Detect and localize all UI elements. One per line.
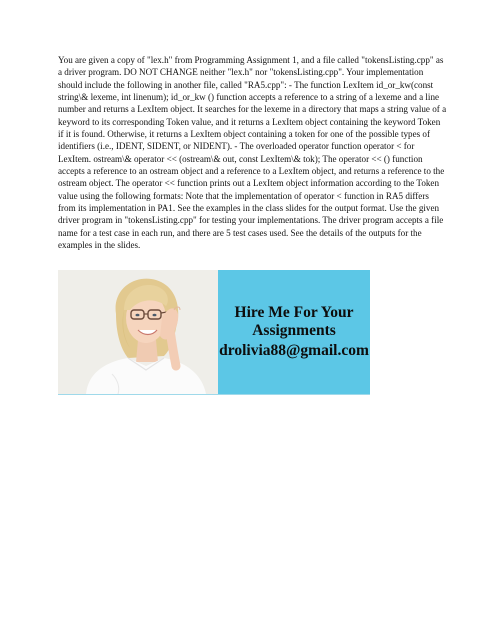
assignment-description: You are given a copy of "lex.h" from Programming Assignment 1, and a file called "tokensListing.cpp" as a driver program. DO NOT CHANGE neither "lex.h" nor "tokensListing.cpp". Your implementation should include the following in another file, called "RA5.cpp": - The function LexItem id_or_kw(const string\& lexeme, int linenum); id_or_kw () function accepts a reference to a string of a lexeme and a line number and returns a LexItem object. It searches for the lexeme in a directory that maps a string value of a keyword to its corresponding Token value, and it returns a LexItem object containing the keyword Token if it is found. Otherwise, it returns a LexItem object containing a token for one of the possible types of identifiers (i.e., IDENT, SIDENT, or NIDENT). - The overloaded operator function operator < for LexItem. ostream\& operator << (ostream\& out, const LexItem\& tok); The operator << () function accepts a reference to an ostream object and a reference to a LexItem object, and returns a reference to the ostream object. The operator << function prints out a LexItem object information according to the Token value using the following formats: Note that the implementation of operator < function in RA5 differs from its implementation in PA1. See the examples in the class slides for the output format. Use the given driver program in "tokensListing.cpp" for testing your implementations. The driver program accepts a file name for a test case in each run, and there are 5 test cases used. See the details of the outputs for the examples in the slides. [58,55,447,251]
hire-me-panel[interactable] [218,270,370,394]
advertisement-banner[interactable] [58,270,370,395]
hire-me-headline: Hire Me For Your Assignments [234,304,354,339]
woman-with-glasses-photo [58,270,218,394]
contact-email-link[interactable]: drolivia88@gmail.com [219,342,369,359]
